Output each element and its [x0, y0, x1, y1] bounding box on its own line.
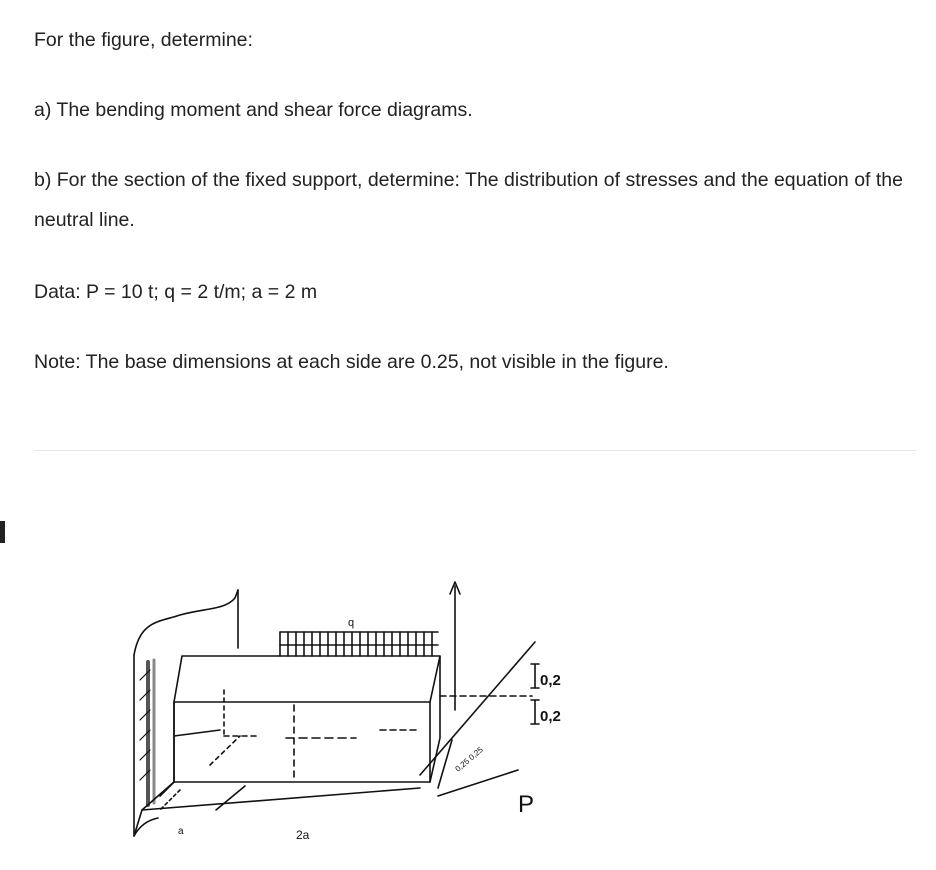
question-note: Note: The base dimensions at each side are 0.25, not visible in the figure.: [34, 351, 669, 373]
dim-label-top: 0,2: [540, 672, 561, 689]
edge-marker: [0, 521, 5, 543]
label-q: q: [348, 617, 355, 629]
label-P: P: [518, 791, 535, 818]
beam-figure: [120, 560, 590, 860]
label-a: a: [178, 826, 184, 837]
question-data: Data: P = 10 t; q = 2 t/m; a = 2 m: [34, 281, 318, 303]
dim-label-bottom: 0,2: [540, 708, 561, 725]
question-part-b: b) For the section of the fixed support, determine: The distribution of stresses and the equation of the neutral line.: [34, 169, 903, 231]
label-2a: 2a: [296, 828, 310, 842]
section-divider: [34, 450, 916, 451]
question-intro: For the figure, determine:: [34, 29, 253, 51]
label-side-dims: 0,25 0,25: [453, 745, 485, 774]
question-part-a: a) The bending moment and shear force diagrams.: [34, 99, 473, 121]
